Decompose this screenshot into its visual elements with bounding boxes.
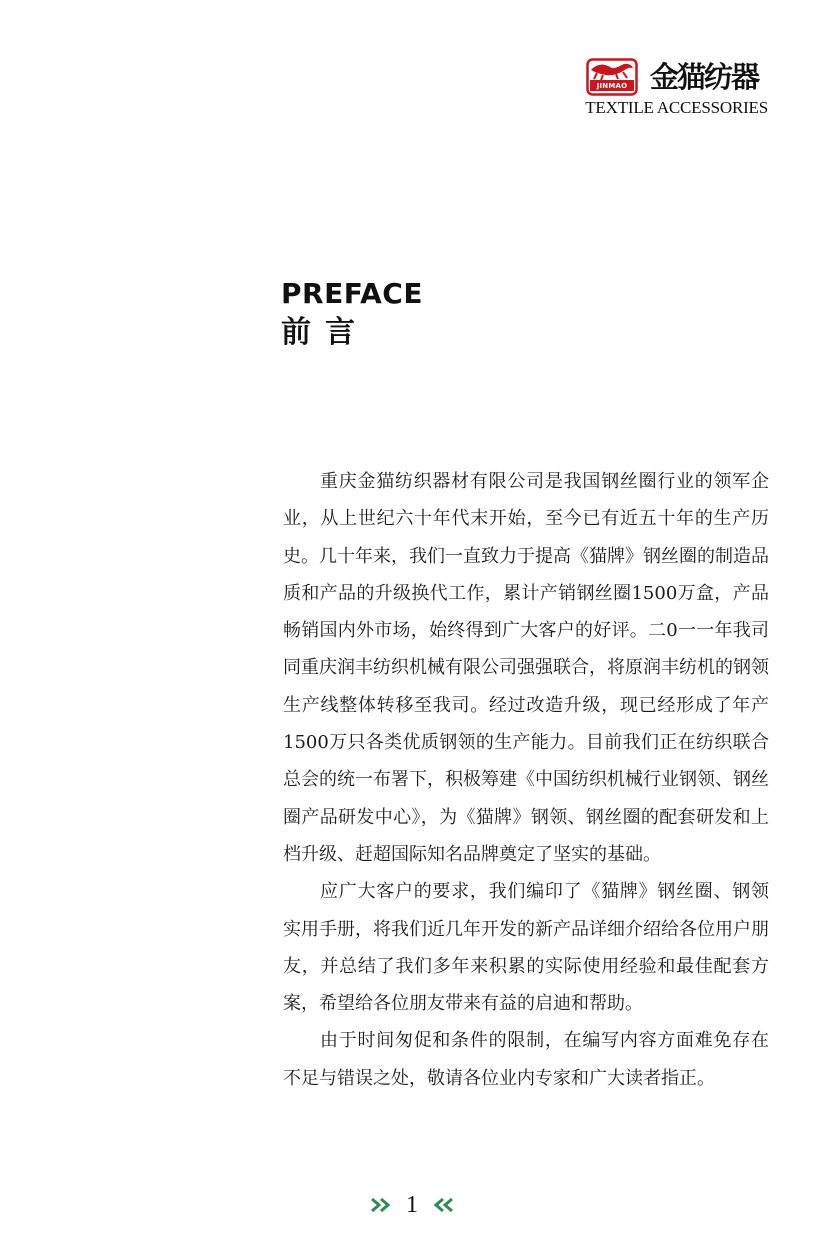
double-chevron-right-icon [370, 1196, 392, 1214]
title-chinese: 前言 [281, 315, 369, 350]
page-footer [370, 1188, 454, 1222]
preface-body [283, 463, 769, 1097]
paragraph-2: 应广大客户的要求，我们编印了《猫牌》钢丝圈、钢领实用手册，将我们近几年开发的新产品详细介绍给各位用户朋友，并总结了我们多年来积累的实际使用经验和最佳配套方案，希望给各位朋友带来有益的启迪和帮助。 [283, 881, 769, 1015]
brand-subtitle: TEXTILE ACCESSORIES [585, 98, 768, 117]
page-number: 1 [406, 1192, 418, 1218]
brand-header [586, 58, 768, 118]
paragraph-3: 由于时间匆促和条件的限制，在编写内容方面难免存在不足与错误之处，敬请各位业内专家和广大读者指正。 [283, 1030, 769, 1089]
jinmao-logo-graphic [586, 58, 638, 96]
jinmao-logo-icon [586, 58, 638, 96]
logo-text: JINMAO [596, 82, 628, 90]
brand-name: 金猫纺器 [650, 60, 759, 94]
double-chevron-left-icon [432, 1196, 454, 1214]
paragraph-1: 重庆金猫纺织器材有限公司是我国钢丝圈行业的领军企业，从上世纪六十年代末开始，至今已有近五十年的生产历史。几十年来，我们一直致力于提高《猫牌》钢丝圈的制造品质和产品的升级换代工作，累计产销钢丝圈1500万盒，产品畅销国内外市场，始终得到广大客户的好评。二0一一年我司同重庆润丰纺织机械有限公司强强联合，将原润丰纺机的钢领生产线整体转移至我司。经过改造升级，现已经形成了年产1500万只各类优质钢领的生产能力。目前我们正在纺织联合总会的统一布署下，积极筹建《中国纺织机械行业钢领、钢丝圈产品研发中心》，为《猫牌》钢领、钢丝圈的配套研发和上档升级、赶超国际知名品牌奠定了坚实的基础。 [283, 471, 769, 865]
title-english: PREFACE [281, 277, 423, 310]
